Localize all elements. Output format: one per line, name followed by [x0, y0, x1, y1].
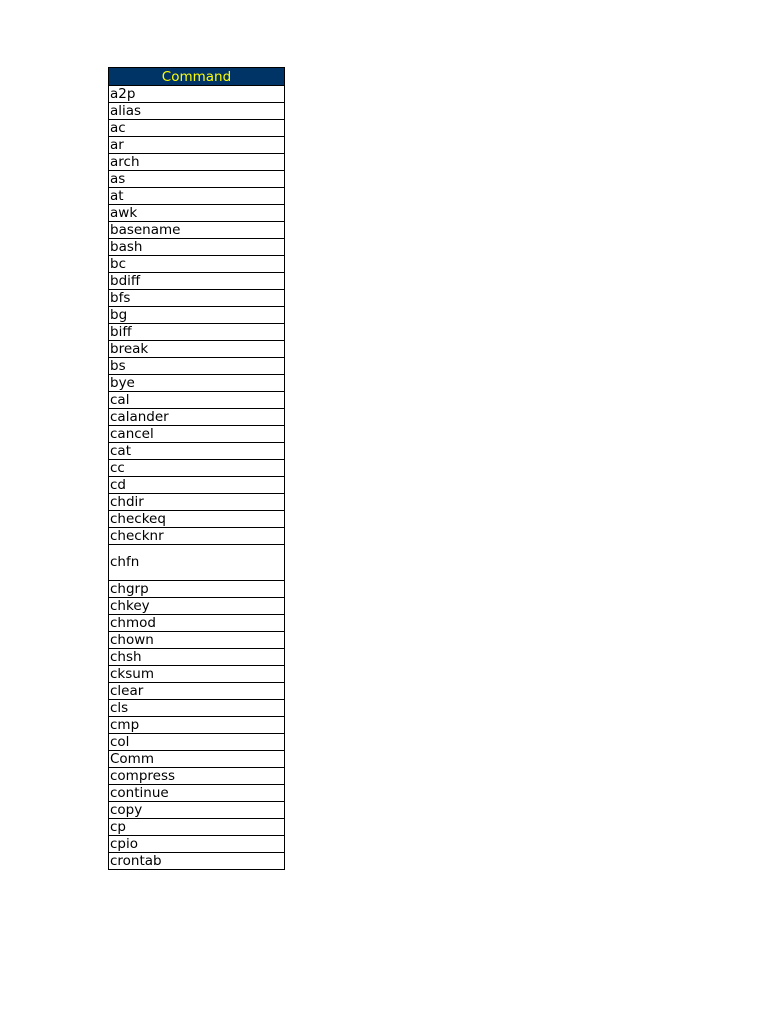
command-cell: chfn: [109, 545, 285, 581]
table-row: [109, 86, 285, 103]
table-row: [109, 545, 285, 581]
command-table-head: [109, 68, 285, 86]
table-row: [109, 511, 285, 528]
command-cell: Comm: [109, 751, 285, 768]
command-cell: chdir: [109, 494, 285, 511]
command-cell: alias: [109, 103, 285, 120]
table-row: [109, 273, 285, 290]
command-cell: cksum: [109, 666, 285, 683]
table-row: [109, 409, 285, 426]
command-cell: calander: [109, 409, 285, 426]
table-row: [109, 358, 285, 375]
command-cell: cc: [109, 460, 285, 477]
command-cell: cpio: [109, 836, 285, 853]
table-row: [109, 426, 285, 443]
table-row: [109, 341, 285, 358]
table-row: [109, 785, 285, 802]
table-row: [109, 751, 285, 768]
table-row: [109, 392, 285, 409]
table-row: [109, 632, 285, 649]
command-cell: cmp: [109, 717, 285, 734]
command-cell: cls: [109, 700, 285, 717]
command-cell: chown: [109, 632, 285, 649]
command-cell: a2p: [109, 86, 285, 103]
command-cell: bc: [109, 256, 285, 273]
command-cell: cal: [109, 392, 285, 409]
table-row: [109, 477, 285, 494]
table-row: [109, 734, 285, 751]
table-row: [109, 528, 285, 545]
command-cell: basename: [109, 222, 285, 239]
table-row: [109, 443, 285, 460]
command-cell: chgrp: [109, 581, 285, 598]
command-cell: compress: [109, 768, 285, 785]
command-cell: crontab: [109, 853, 285, 870]
table-row: [109, 290, 285, 307]
command-cell: break: [109, 341, 285, 358]
table-row: [109, 836, 285, 853]
table-row: [109, 581, 285, 598]
table-row: [109, 188, 285, 205]
table-row: [109, 256, 285, 273]
table-row: [109, 103, 285, 120]
command-cell: clear: [109, 683, 285, 700]
table-row: [109, 137, 285, 154]
command-cell: bash: [109, 239, 285, 256]
table-row: [109, 375, 285, 392]
table-row: [109, 154, 285, 171]
command-table: [108, 67, 285, 870]
table-row: [109, 768, 285, 785]
table-row: [109, 120, 285, 137]
table-row: [109, 615, 285, 632]
command-cell: chmod: [109, 615, 285, 632]
command-cell: cat: [109, 443, 285, 460]
command-cell: bg: [109, 307, 285, 324]
command-cell: biff: [109, 324, 285, 341]
command-cell: bfs: [109, 290, 285, 307]
command-cell: arch: [109, 154, 285, 171]
command-cell: bye: [109, 375, 285, 392]
command-cell: at: [109, 188, 285, 205]
table-row: [109, 494, 285, 511]
table-row: [109, 853, 285, 870]
header-row: [109, 68, 285, 86]
command-column-header: Command: [109, 68, 285, 86]
table-row: [109, 239, 285, 256]
command-cell: awk: [109, 205, 285, 222]
command-cell: bdiff: [109, 273, 285, 290]
command-cell: cp: [109, 819, 285, 836]
command-cell: chsh: [109, 649, 285, 666]
command-table-body: [109, 86, 285, 870]
table-row: [109, 171, 285, 188]
table-row: [109, 598, 285, 615]
table-row: [109, 307, 285, 324]
command-cell: ar: [109, 137, 285, 154]
table-row: [109, 222, 285, 239]
command-cell: copy: [109, 802, 285, 819]
table-row: [109, 700, 285, 717]
command-cell: checknr: [109, 528, 285, 545]
table-row: [109, 649, 285, 666]
table-row: [109, 460, 285, 477]
command-cell: continue: [109, 785, 285, 802]
table-row: [109, 819, 285, 836]
command-cell: bs: [109, 358, 285, 375]
command-cell: cancel: [109, 426, 285, 443]
table-row: [109, 324, 285, 341]
command-cell: checkeq: [109, 511, 285, 528]
table-row: [109, 666, 285, 683]
table-row: [109, 802, 285, 819]
command-cell: chkey: [109, 598, 285, 615]
command-cell: col: [109, 734, 285, 751]
command-cell: as: [109, 171, 285, 188]
command-cell: cd: [109, 477, 285, 494]
table-row: [109, 683, 285, 700]
table-row: [109, 205, 285, 222]
command-cell: ac: [109, 120, 285, 137]
table-row: [109, 717, 285, 734]
